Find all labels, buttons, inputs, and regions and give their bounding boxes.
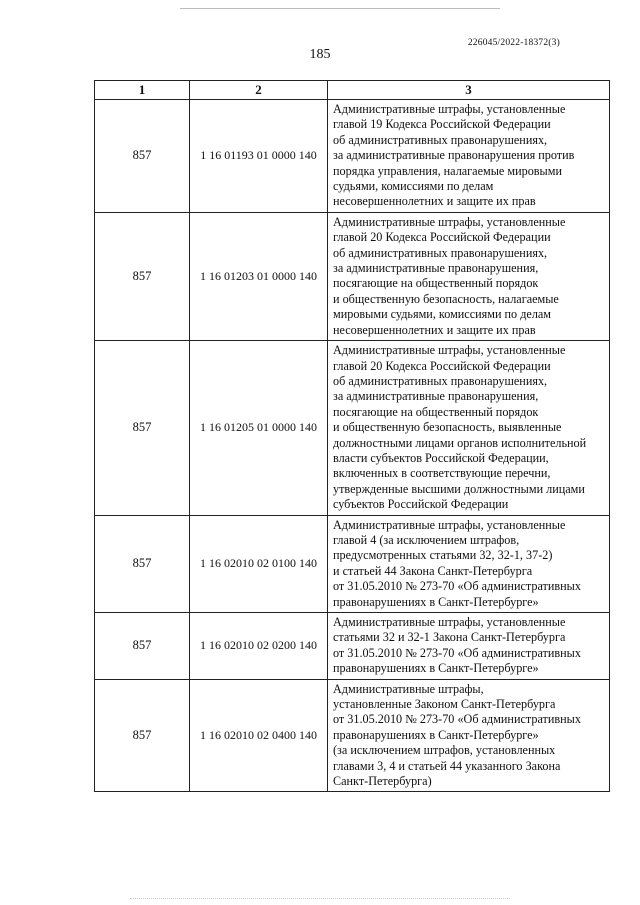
table-header-row (95, 81, 610, 100)
description-line: (за исключением штрафов, установленных (333, 743, 556, 758)
description-line: субъектов Российской Федерации (333, 497, 509, 512)
description-line: Административные штрафы, (333, 681, 484, 696)
description-line: Административные штрафы, установленные (333, 517, 566, 532)
description-line: об административных правонарушениях, (333, 373, 548, 388)
table-row (95, 613, 610, 680)
budget-classification-code-cell: 1 16 01193 01 0000 140 (190, 100, 328, 213)
revenue-description-cell (328, 679, 610, 792)
description-line: за административные правонарушения, (333, 261, 539, 276)
description-line: правонарушениях в Санкт-Петербурге» (333, 594, 539, 609)
description-line: предусмотренных статьями 32, 32-1, 37-2) (333, 548, 553, 563)
description-line: от 31.05.2010 № 273-70 «Об административных (333, 645, 581, 660)
description-line: Административные штрафы, установленные (333, 615, 566, 629)
description-line: власти субъектов Российской Федерации, (333, 450, 549, 465)
document-number: 226045/2022-18372(3) (467, 38, 560, 48)
admin-code-cell: 857 (95, 679, 190, 792)
description-line: главой 20 Кодекса Российской Федерации (333, 358, 551, 373)
description-line: мировыми судьями, комиссиями по делам (333, 307, 552, 322)
table-row (95, 212, 610, 340)
description-line: правонарушениях в Санкт-Петербурге» (333, 727, 539, 742)
description-line: правонарушениях в Санкт-Петербурге» (333, 661, 539, 676)
description-line: порядка управления, налагаемые мировыми (333, 163, 562, 178)
budget-classification-code-cell: 1 16 02010 02 0200 140 (190, 613, 328, 680)
budget-classification-code-cell: 1 16 02010 02 0400 140 (190, 679, 328, 792)
revenue-description-cell (328, 515, 610, 612)
description-line: включенных в соответствующие перечни, (333, 466, 551, 481)
description-line: и общественную безопасность, налагаемые (333, 291, 559, 306)
admin-code-cell: 857 (95, 515, 190, 612)
top-scan-rule (180, 8, 500, 9)
description-line: установленные Законом Санкт-Петербурга (333, 697, 556, 712)
description-line: главой 19 Кодекса Российской Федерации (333, 117, 551, 132)
revenue-description-cell (328, 341, 610, 515)
scan-edge-marks (130, 898, 510, 901)
revenue-description-cell (328, 613, 610, 680)
description-line: от 31.05.2010 № 273-70 «Об административных (333, 579, 581, 594)
description-line: несовершеннолетних и защите их прав (333, 194, 536, 209)
revenue-description-cell (328, 100, 610, 213)
description-line: за административные правонарушения против (333, 148, 575, 163)
admin-code-cell: 857 (95, 100, 190, 213)
description-line: об административных правонарушениях, (333, 132, 548, 147)
table-row (95, 100, 610, 213)
description-line: об административных правонарушениях, (333, 245, 548, 260)
description-line: главами 3, 4 и статьей 44 указанного Закона (333, 758, 561, 773)
admin-code-cell: 857 (95, 341, 190, 515)
column-header-1: 1 (95, 81, 190, 100)
description-line: должностными лицами органов исполнительной (333, 435, 587, 450)
revenue-codes-table (94, 80, 610, 792)
description-line: главой 20 Кодекса Российской Федерации (333, 230, 551, 245)
description-line: Административные штрафы, установленные (333, 214, 566, 229)
column-header-2: 2 (190, 81, 328, 100)
description-line: посягающие на общественный порядок (333, 404, 539, 419)
column-header-3: 3 (328, 81, 610, 100)
description-line: Санкт-Петербурга) (333, 774, 432, 789)
description-line: Административные штрафы, установленные (333, 343, 566, 358)
budget-classification-code-cell: 1 16 02010 02 0100 140 (190, 515, 328, 612)
admin-code-cell: 857 (95, 212, 190, 340)
description-line: посягающие на общественный порядок (333, 276, 539, 291)
table-row (95, 515, 610, 612)
description-line: Административные штрафы, установленные (333, 102, 566, 116)
description-line: судьями, комиссиями по делам (333, 179, 494, 194)
description-line: от 31.05.2010 № 273-70 «Об административных (333, 712, 581, 727)
admin-code-cell: 857 (95, 613, 190, 680)
description-line: утвержденные высшими должностными лицами (333, 481, 585, 496)
description-line: и общественную безопасность, выявленные (333, 420, 562, 435)
revenue-description-cell (328, 212, 610, 340)
description-line: за административные правонарушения, (333, 389, 539, 404)
table-row (95, 679, 610, 792)
description-line: статьями 32 и 32-1 Закона Санкт-Петербурга (333, 630, 566, 645)
budget-classification-code-cell: 1 16 01203 01 0000 140 (190, 212, 328, 340)
budget-classification-code-cell: 1 16 01205 01 0000 140 (190, 341, 328, 515)
page-number: 185 (309, 47, 331, 62)
description-line: главой 4 (за исключением штрафов, (333, 532, 520, 547)
description-line: несовершеннолетних и защите их прав (333, 322, 536, 337)
table-body (95, 81, 610, 792)
table-row (95, 341, 610, 515)
description-line: и статьей 44 Закона Санкт-Петербурга (333, 563, 533, 578)
